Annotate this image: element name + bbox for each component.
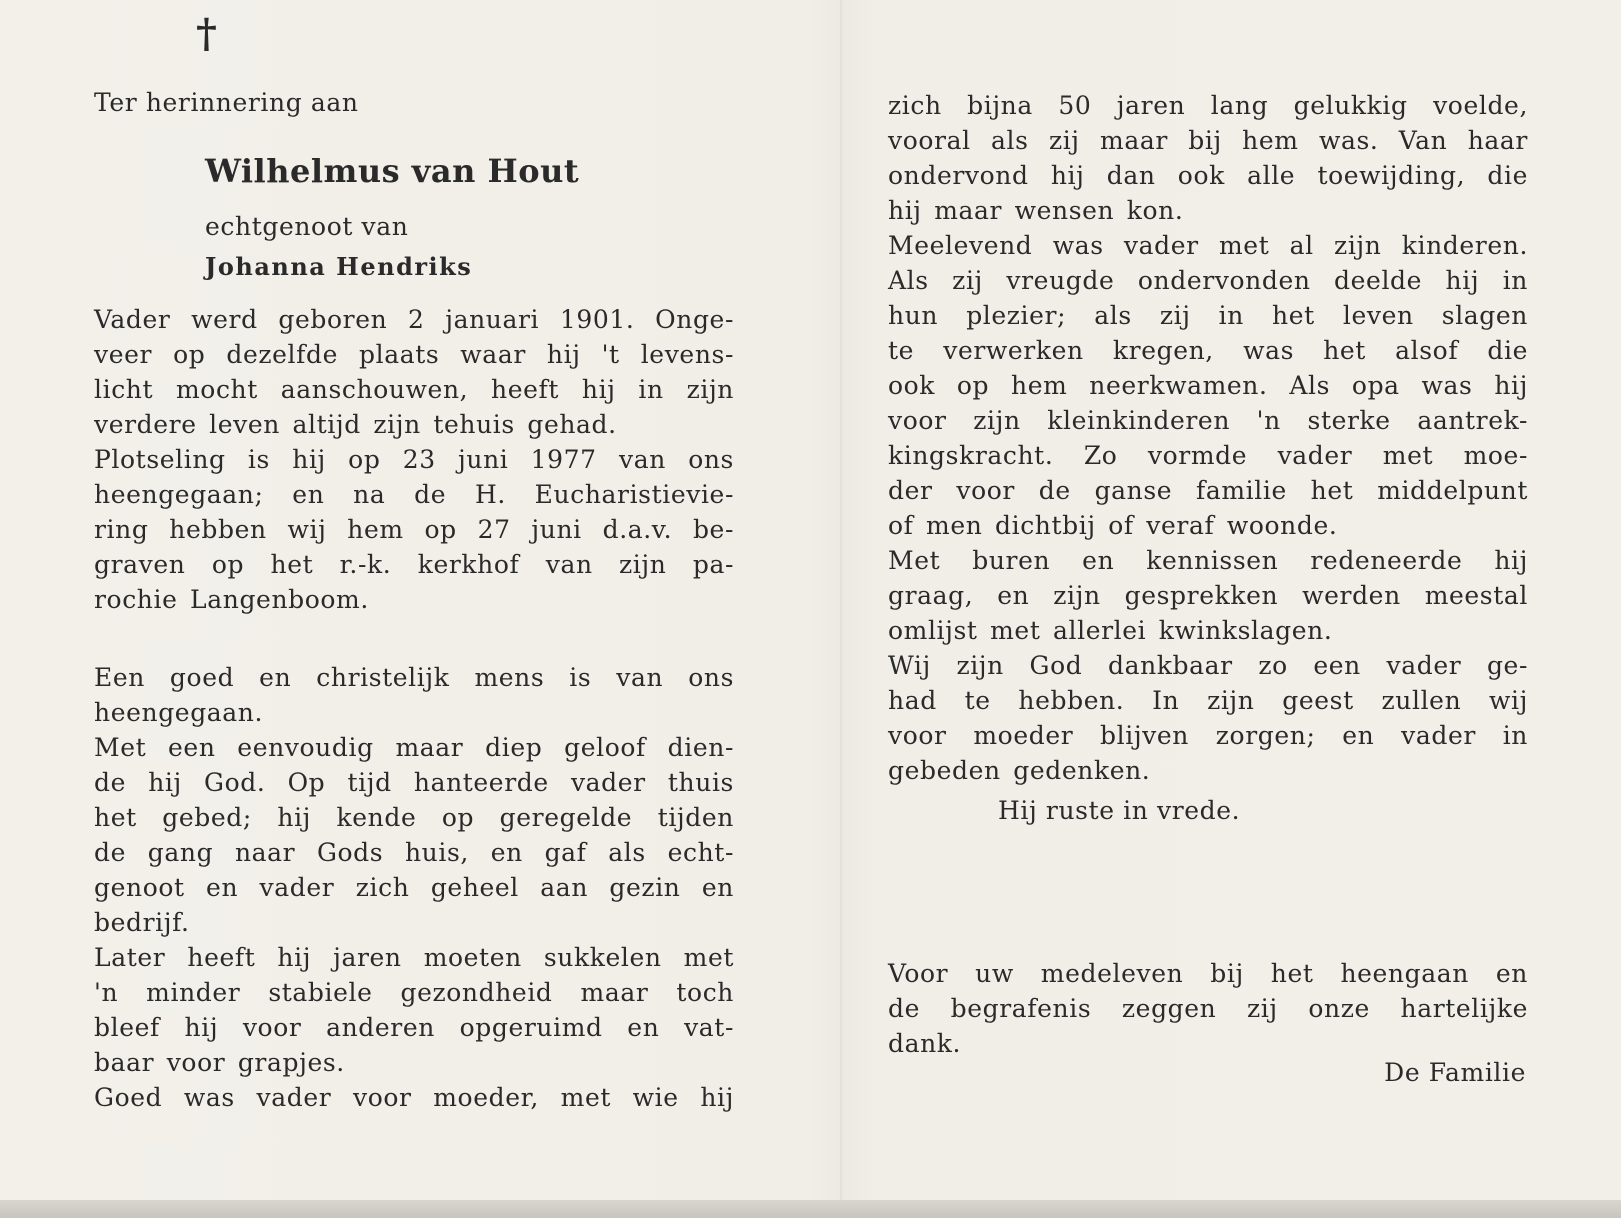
text-line: graag, en zijn gesprekken werden meestal (888, 581, 1528, 610)
text-line: voor moeder blijven zorgen; en vader in (888, 721, 1528, 750)
thanks-paragraph (888, 956, 1528, 1061)
text-line: licht mocht aanschouwen, heeft hij in zijn (94, 375, 734, 404)
card-bottom-edge (0, 1200, 1621, 1218)
text-line: Goed was vader voor moeder, met wie hij (94, 1083, 734, 1112)
card-fold (840, 0, 842, 1218)
text-line: graven op het r.-k. kerkhof van zijn pa- (94, 550, 734, 579)
text-line: voor zijn kleinkinderen 'n sterke aantrek- (888, 406, 1528, 435)
text-line: Voor uw medeleven bij het heengaan en (888, 959, 1528, 988)
text-line: had te hebben. In zijn geest zullen wij (888, 686, 1528, 715)
text-line: bleef hij voor anderen opgeruimd en vat- (94, 1013, 734, 1042)
text-line: Vader werd geboren 2 januari 1901. Onge- (94, 305, 734, 334)
text-line: zich bijna 50 jaren lang gelukkig voelde, (888, 91, 1528, 120)
rest-in-peace-text: Hij ruste in vrede. (998, 796, 1241, 825)
text-line: verdere leven altijd zijn tehuis gehad. (94, 410, 617, 439)
character-paragraph (94, 660, 734, 1115)
text-line: vooral als zij maar bij hem was. Van haar (888, 126, 1528, 155)
text-line: ondervond hij dan ook alle toewijding, die (888, 161, 1528, 190)
text-line: ook op hem neerkwamen. Als opa was hij (888, 371, 1528, 400)
text-line: Wij zijn God dankbaar zo een vader ge- (888, 651, 1528, 680)
text-line: omlijst met allerlei kwinkslagen. (888, 616, 1333, 645)
biography-paragraph (94, 302, 734, 617)
text-line: de hij God. Op tijd hanteerde vader thuis (94, 768, 734, 797)
text-line: te verwerken kregen, was het alsof die (888, 336, 1528, 365)
text-line: heengegaan; en na de H. Eucharistievie- (94, 480, 734, 509)
text-line: Een goed en christelijk mens is van ons (94, 663, 734, 692)
spouse-label: echtgenoot van (205, 212, 409, 241)
text-line: hij maar wensen kon. (888, 196, 1184, 225)
text-line: gebeden gedenken. (888, 756, 1151, 785)
text-line: het gebed; hij kende op geregelde tijden (94, 803, 734, 832)
text-line: 'n minder stabiele gezondheid maar toch (94, 978, 734, 1007)
text-line: Met buren en kennissen redeneerde hij (888, 546, 1528, 575)
spouse-name: Johanna Hendriks (205, 252, 473, 281)
text-line: bedrijf. (94, 908, 190, 937)
text-line: rochie Langenboom. (94, 585, 369, 614)
text-line: veer op dezelfde plaats waar hij 't levens- (94, 340, 734, 369)
text-line: Plotseling is hij op 23 juni 1977 van ons (94, 445, 734, 474)
text-line: de begrafenis zeggen zij onze hartelijke (888, 994, 1528, 1023)
text-line: Als zij vreugde ondervonden deelde hij in (888, 266, 1528, 295)
text-line: Later heeft hij jaren moeten sukkelen met (94, 943, 734, 972)
text-line: der voor de ganse familie het middelpunt (888, 476, 1528, 505)
text-line: heengegaan. (94, 698, 264, 727)
text-line: Meelevend was vader met al zijn kinderen. (888, 231, 1528, 260)
text-line: hun plezier; als zij in het leven slagen (888, 301, 1528, 330)
text-line: ring hebben wij hem op 27 juni d.a.v. be- (94, 515, 734, 544)
text-line: kingskracht. Zo vormde vader met moe- (888, 441, 1528, 470)
text-line: Met een eenvoudig maar diep geloof dien- (94, 733, 734, 762)
family-signature: De Familie (1384, 1058, 1526, 1087)
continuation-paragraph (888, 88, 1528, 788)
text-line: de gang naar Gods huis, en gaf als echt- (94, 838, 734, 867)
text-line: of men dichtbij of veraf woonde. (888, 511, 1338, 540)
intro-text: Ter herinnering aan (94, 88, 359, 117)
text-line: baar voor grapjes. (94, 1048, 345, 1077)
text-line: genoot en vader zich geheel aan gezin en (94, 873, 734, 902)
text-line: dank. (888, 1029, 962, 1058)
cross-icon: † (196, 10, 217, 57)
deceased-name: Wilhelmus van Hout (205, 152, 580, 190)
